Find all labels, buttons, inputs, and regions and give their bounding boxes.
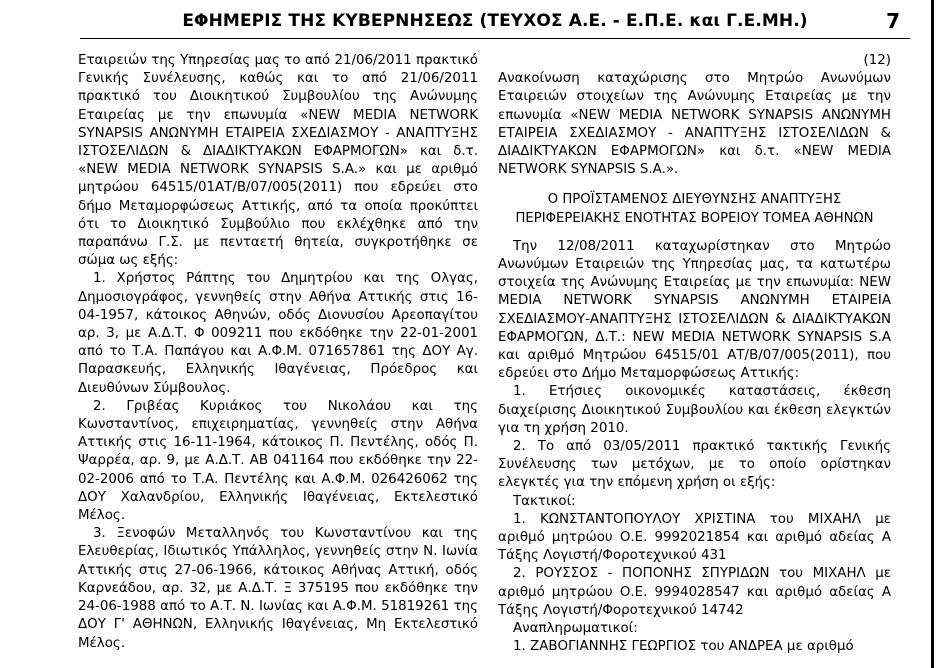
page-edge-rule (931, 0, 934, 668)
announcement-title: Ανακοίνωση καταχώρισης στο Μητρώο Ανωνύμων Εταιρειών στοιχείων της Ανώνυμης Εταιρείας με την επωνυμία «NEW MEDIA NETWORK SYNAPSIS ΑΝΩΝΥΜΗ ΕΤΑΙΡΕΙΑ ΣΧΕΔΙΑΣΜΟΥ - ΑΝΑΠΤΥΞΗΣ ΙΣΤΟΣΕΛΙΔΩΝ & ΔΙΑΔΙΚΤΥΑΚΩΝ ΕΦΑΡΜΟΓΩΝ» και δ.τ. «NEW MEDIA NETWORK SYNAPSIS S.A.». (498, 71, 891, 178)
substitute-auditors-label: Αναπληρωματικοί: (513, 621, 638, 637)
intro-paragraph: Εταιρειών της Υπηρεσίας μας το από 21/06/2011 πρακτικό Γενικής Συνέλευσης, καθώς και το από 21/06/2011 πρακτικό του Διοικητικού Συμβουλίου της Ανώνυμης Εταιρείας με την επωνυμία «NEW MEDIA NETWORK SYNAPSIS ΑΝΩΝΥΜΗ ΕΤΑΙΡΕΙΑ ΣΧΕΔΙΑΣΜΟΥ - ΑΝΑΠΤΥΞΗΣ ΙΣΤΟΣΕΛΙΔΩΝ & ΔΙΑΔΙΚΤΥΑΚΩΝ ΕΦΑΡΜΟΓΩΝ» και δ.τ. «NEW MEDIA NETWORK SYNAPSIS S.A.» και με αριθμό μητρώου 64515/01ΑΤ/Β/07/005(2011) που εδρεύει στο δήμο Μεταμορφώσεως Αττικής, από τα οποία προκύπτει ότι το Διοικητικό Συμβούλιο που εκλέχθηκε από την παραπάνω Γ.Σ. με πενταετή θητεία, συγκροτήθηκε σε σώμα ως εξής: (78, 53, 478, 269)
page-number: 7 (886, 9, 900, 33)
authority-heading (498, 191, 891, 227)
registered-item-1: 1. Ετήσιες οικονομικές καταστάσεις, έκθεση διαχείρισης Διοικητικού Συμβουλίου και έκθεση ελεγκτών για τη χρήση 2010. (498, 384, 891, 436)
regular-auditor-2: 2. ΡΟΥΣΣΟΣ - ΠΟΠΟΝΗΣ ΣΠΥΡΙΔΩΝ του ΜΙΧΑΗΛ με αριθμό μητρώου Ο.Ε. 9994028547 και αριθμό αδείας Α Τάξης Λογιστή/Φοροτεχνικού 14742 (498, 566, 891, 618)
item-number: (12) (863, 53, 891, 68)
substitute-auditor-1: 1. ΖΑΒΟΓΙΑΝΝΗΣ ΓΕΩΡΓΙΟΣ του ΑΝΔΡΕΑ με αριθμό (513, 639, 854, 655)
registration-body: Την 12/08/2011 καταχωρίστηκαν στο Μητρώο Ανωνύμων Εταιρειών της Υπηρεσίας μας, τα κατωτέρω στοιχεία της Ανώνυμης Εταιρείας με την επωνυμία: NEW MEDIA NETWORK SYNAPSIS ΑΝΩΝΥΜΗ ΕΤΑΙΡΕΙΑ ΣΧΕΔΙΑΣΜΟΥ-ΑΝΑΠΤΥΞΗΣ ΙΣΤΟΣΕΛΙΔΩΝ & ΔΙΑΔΙΚΤΥΑΚΩΝ ΕΦΑΡΜΟΓΩΝ, Δ.Τ.: NEW MEDIA NETWORK SYNAPSIS S.A και αριθμό Μητρώου 64515/01 ΑΤ/Β/07/005(2011), που εδρεύει στο Δήμο Μεταμορφώσεως Αττικής: (498, 238, 891, 382)
gazette-title: ΕΦΗΜΕΡΙΣ ΤΗΣ ΚΥΒΕΡΝΗΣΕΩΣ (ΤΕΥΧΟΣ Α.Ε. - Ε.Π.Ε. και Γ.Ε.ΜΗ.) (182, 11, 808, 31)
board-member-1: 1. Χρήστος Ράπτης του Δημητρίου και της Ολγας, Δημοσιογράφος, γεννηθείς στην Αθήνα Αττικής στις 16-04-1957, κάτοικος Αθηνών, οδός Διονυσίου Αρεοπαγίτου αρ. 3, με Α.Δ.Τ. Φ 009211 που εκδόθηκε την 22-01-2001 από το Τ.Α. Παπάγου και Α.Φ.Μ. 071657861 της ΔΟΥ Αγ. Παρασκευής, Ελληνικής Ιθαγένειας, Πρόεδρος και Διευθύνων Σύμβουλος. (78, 271, 478, 396)
registered-item-2: 2. Το από 03/05/2011 πρακτικό τακτικής Γενικής Συνέλευσης των μετόχων, με το οποίο ορίστηκαν ελεγκτές για την επόμενη χρήση οι εξής: (498, 439, 891, 491)
authority-heading-line1: Ο ΠΡΟΪΣΤΑΜΕΝΟΣ ΔΙΕΥΘΥΝΣΗΣ ΑΝΑΠΤΥΞΗΣ (547, 192, 842, 208)
left-column (78, 52, 478, 653)
board-member-2: 2. Γριβέας Κυριάκος του Νικολάου και της Κωνσταντίνος, επιχειρηματίας, γεννηθείς στην Αθήνα Αττικής στις 16-11-1964, κάτοικος Π. Πεντέλης, οδός Π. Ψαρρέα, αρ. 9, με Α.Δ.Τ. ΑΒ 041164 που εκδόθηκε την 22-02-2006 από το Τ.Α. Πεντέλης και Α.Φ.Μ. 026426062 της ΔΟΥ Χαλανδρίου, Ελληνικής Ιθαγένειας, Εκτελεστικό Μέλος. (78, 398, 478, 524)
right-column (498, 52, 891, 657)
regular-auditors-label: Τακτικοί: (513, 493, 576, 509)
board-member-3: 3. Ξενοφών Μεταλληνός του Κωνσταντίνου και της Ελευθερίας, Ιδιωτικός Υπάλληλος, γεννηθείς στην Ν. Ιωνία Αττικής στις 27-06-1966, κάτοικος Αθήνας Αττική, οδός Καρνεάδου, αρ. 32, με Α.Δ.Τ. Ξ 375195 που εκδόθηκε την 24-06-1988 από το Α.Τ. Ν. Ιωνίας και Α.Φ.Μ. 51819261 της ΔΟΥ Γ' ΑΘΗΝΩΝ, Ελληνικής Ιθαγένειας, Μη Εκτελεστικό Μέλος. (78, 526, 478, 651)
authority-heading-line2: ΠΕΡΙΦΕΡΕΙΑΚΗΣ ΕΝΟΤΗΤΑΣ ΒΟΡΕΙΟΥ ΤΟΜΕΑ ΑΘΗΝΩΝ (515, 210, 874, 226)
regular-auditor-1: 1. ΚΩΝΣΤΑΝΤΟΠΟΥΛΟΥ ΧΡΙΣΤΙΝΑ του ΜΙΧΑΗΛ με αριθμό μητρώου Ο.Ε. 9992021854 και αριθμό αδείας Α Τάξης Λογιστή/Φοροτεχνικού 431 (498, 511, 891, 564)
page-header (80, 8, 910, 39)
